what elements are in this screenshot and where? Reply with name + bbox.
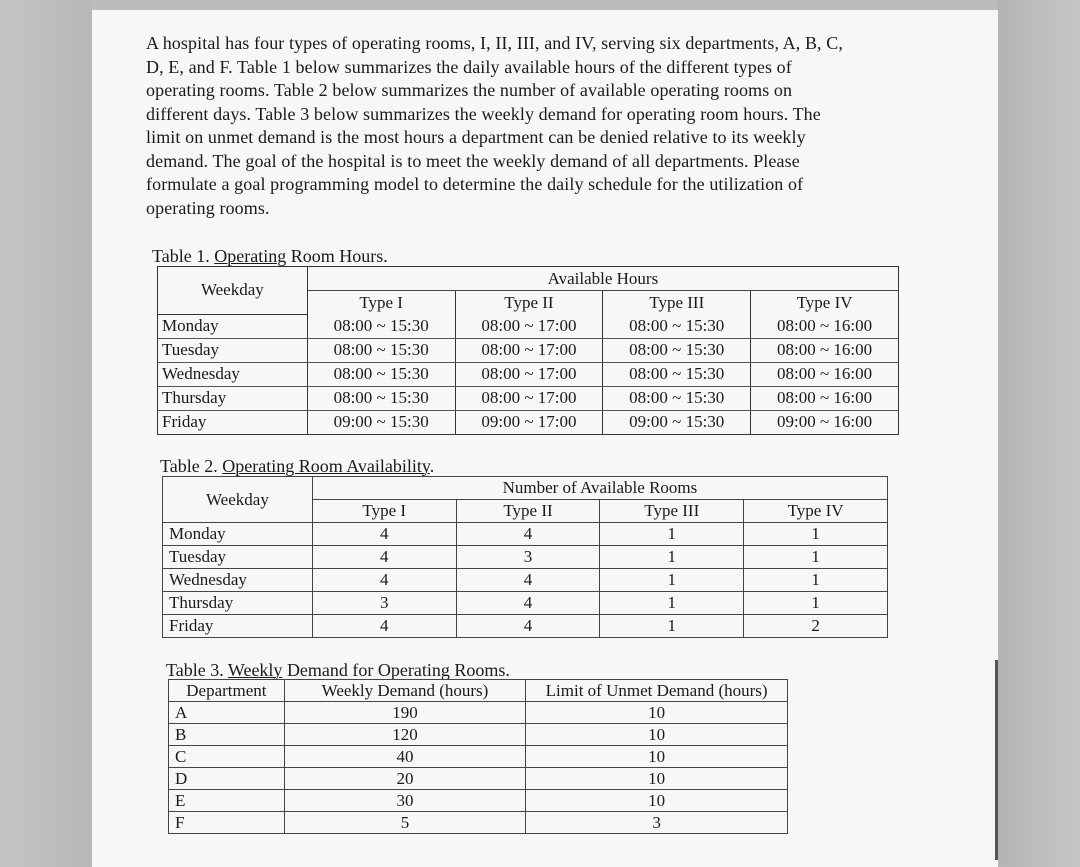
type-header: Type II — [456, 500, 600, 523]
intro-line: different days. Table 3 below summarizes the weekly demand for operating room hours. The — [146, 103, 821, 124]
count-cell: 2 — [744, 615, 888, 638]
hours-cell: 08:00 ~ 17:00 — [455, 314, 603, 338]
department-cell: F — [169, 812, 285, 834]
weekday-header: Weekday — [158, 267, 308, 315]
table-row — [158, 338, 899, 362]
table-row — [169, 724, 788, 746]
intro-line: A hospital has four types of operating rooms, I, II, III, and IV, serving six departments, A, B, C, — [146, 33, 843, 53]
weekday-cell: Monday — [163, 523, 313, 546]
weekly-demand-table — [168, 679, 788, 834]
count-cell: 4 — [312, 546, 456, 569]
demand-cell: 40 — [284, 746, 525, 768]
count-cell: 4 — [312, 569, 456, 592]
hours-cell: 08:00 ~ 16:00 — [751, 362, 899, 386]
count-cell: 1 — [600, 523, 744, 546]
intro-line: operating rooms. Table 2 below summarizes the number of available operating rooms on — [146, 80, 793, 100]
weekday-cell: Tuesday — [158, 338, 308, 362]
demand-cell: 120 — [284, 724, 525, 746]
intro-line: D, E, and F. Table 1 below summarizes the daily available hours of the different types of — [146, 56, 792, 77]
hours-cell: 08:00 ~ 15:30 — [603, 386, 751, 410]
type-header: Type II — [455, 291, 603, 315]
weekday-cell: Wednesday — [158, 362, 308, 386]
weekly-demand-header: Weekly Demand (hours) — [284, 680, 525, 702]
hours-cell: 09:00 ~ 15:30 — [603, 410, 751, 434]
weekday-cell: Monday — [158, 314, 308, 338]
department-cell: B — [169, 724, 285, 746]
hours-cell: 08:00 ~ 15:30 — [603, 314, 751, 338]
limit-cell: 3 — [526, 812, 788, 834]
type-header: Type IV — [744, 500, 888, 523]
table-row — [163, 523, 888, 546]
department-cell: C — [169, 746, 285, 768]
demand-cell: 190 — [284, 702, 525, 724]
limit-cell: 10 — [526, 768, 788, 790]
type-header: Type IV — [751, 291, 899, 315]
hours-cell: 08:00 ~ 17:00 — [455, 338, 603, 362]
department-cell: D — [169, 768, 285, 790]
hours-cell: 09:00 ~ 16:00 — [751, 410, 899, 434]
weekday-cell: Tuesday — [163, 546, 313, 569]
count-cell: 4 — [312, 523, 456, 546]
available-hours-header: Available Hours — [307, 267, 898, 291]
table3-caption: Table 3. Weekly Demand for Operating Rooms. — [166, 660, 510, 680]
intro-line: demand. The goal of the hospital is to meet the weekly demand of all departments. Please — [146, 150, 800, 171]
count-cell: 1 — [600, 615, 744, 638]
type-header: Type III — [600, 500, 744, 523]
operating-room-hours-table — [157, 266, 899, 435]
hours-cell: 08:00 ~ 16:00 — [751, 338, 899, 362]
table-row — [163, 592, 888, 615]
type-header: Type I — [307, 291, 455, 315]
unmet-limit-header: Limit of Unmet Demand (hours) — [526, 680, 788, 702]
department-cell: E — [169, 790, 285, 812]
weekday-cell: Thursday — [163, 592, 313, 615]
hours-cell: 08:00 ~ 17:00 — [455, 386, 603, 410]
count-cell: 1 — [600, 546, 744, 569]
count-cell: 4 — [456, 569, 600, 592]
operating-room-availability-table — [162, 476, 888, 638]
limit-cell: 10 — [526, 746, 788, 768]
limit-cell: 10 — [526, 724, 788, 746]
table-row — [169, 812, 788, 834]
count-cell: 1 — [600, 569, 744, 592]
table-row — [169, 790, 788, 812]
document-page — [92, 10, 998, 867]
table-row — [163, 546, 888, 569]
department-cell: A — [169, 702, 285, 724]
intro-line: limit on unmet demand is the most hours a department can be denied relative to its weekly — [146, 127, 806, 147]
hours-cell: 08:00 ~ 15:30 — [307, 338, 455, 362]
hours-cell: 08:00 ~ 15:30 — [603, 338, 751, 362]
hours-cell: 08:00 ~ 16:00 — [751, 386, 899, 410]
count-cell: 1 — [744, 592, 888, 615]
table-row — [163, 569, 888, 592]
count-cell: 1 — [744, 523, 888, 546]
hours-cell: 09:00 ~ 15:30 — [307, 410, 455, 434]
count-cell: 1 — [744, 569, 888, 592]
table-row — [169, 746, 788, 768]
demand-cell: 20 — [284, 768, 525, 790]
weekday-cell: Friday — [163, 615, 313, 638]
count-cell: 4 — [312, 615, 456, 638]
type-header: Type III — [603, 291, 751, 315]
table1-caption: Table 1. Operating Room Hours. — [152, 246, 388, 266]
weekday-cell: Thursday — [158, 386, 308, 410]
weekday-cell: Wednesday — [163, 569, 313, 592]
weekday-header: Weekday — [163, 477, 313, 523]
demand-cell: 30 — [284, 790, 525, 812]
table-row — [158, 362, 899, 386]
hours-cell: 08:00 ~ 15:30 — [307, 386, 455, 410]
weekday-cell: Friday — [158, 410, 308, 434]
count-cell: 3 — [456, 546, 600, 569]
available-rooms-header: Number of Available Rooms — [312, 477, 887, 500]
table-row — [158, 410, 899, 434]
intro-line: formulate a goal programming model to determine the daily schedule for the utilization of — [146, 174, 804, 194]
limit-cell: 10 — [526, 702, 788, 724]
count-cell: 4 — [456, 523, 600, 546]
table-row — [169, 768, 788, 790]
count-cell: 4 — [456, 615, 600, 638]
table-row — [163, 615, 888, 638]
count-cell: 4 — [456, 592, 600, 615]
limit-cell: 10 — [526, 790, 788, 812]
table2-caption: Table 2. Operating Room Availability. — [160, 456, 435, 476]
photo-background-right — [998, 0, 1080, 867]
hours-cell: 08:00 ~ 15:30 — [603, 362, 751, 386]
department-header: Department — [169, 680, 285, 702]
intro-line: operating rooms. — [146, 197, 270, 218]
problem-statement — [146, 32, 906, 220]
table-row — [158, 386, 899, 410]
type-header: Type I — [312, 500, 456, 523]
table-row — [169, 702, 788, 724]
photo-background-left — [0, 0, 92, 867]
page-shadow-edge — [995, 660, 998, 860]
count-cell: 1 — [600, 592, 744, 615]
hours-cell: 08:00 ~ 15:30 — [307, 314, 455, 338]
hours-cell: 08:00 ~ 17:00 — [455, 362, 603, 386]
table-row — [158, 314, 899, 338]
hours-cell: 08:00 ~ 16:00 — [751, 314, 899, 338]
hours-cell: 08:00 ~ 15:30 — [307, 362, 455, 386]
count-cell: 3 — [312, 592, 456, 615]
count-cell: 1 — [744, 546, 888, 569]
demand-cell: 5 — [284, 812, 525, 834]
hours-cell: 09:00 ~ 17:00 — [455, 410, 603, 434]
